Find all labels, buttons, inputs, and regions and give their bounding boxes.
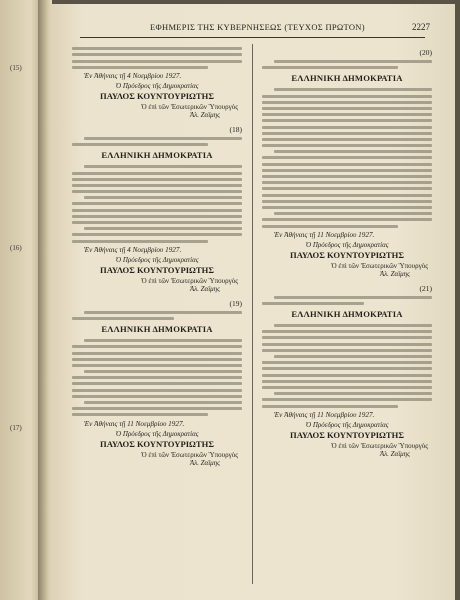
signer-title: Ὁ Πρόεδρος τῆς Δημοκρατίας [115, 429, 199, 438]
section-number: (19) [229, 298, 242, 308]
decree-date: Ἐν Ἀθήναις τῇ 11 Νοεμβρίου 1927. [84, 419, 185, 428]
gazette-title: ΕΦΗΜΕΡΙΣ ΤΗΣ ΚΥΒΕΡΝΗΣΕΩΣ (ΤΕΥΧΟΣ ΠΡΩΤΟΝ) [150, 22, 365, 32]
running-head [90, 22, 430, 36]
minister-title: Ὁ ἐπὶ τῶν Ἐσωτερικῶν Ὑπουργὸς [331, 441, 428, 450]
body-text [262, 88, 432, 227]
decree-date: Ἐν Ἀθήναις τῇ 4 Νοεμβρίου 1927. [84, 245, 182, 254]
decree-subject [262, 60, 432, 69]
body-text [72, 339, 242, 416]
signer-title: Ὁ Πρόεδρος τῆς Δημοκρατίας [305, 240, 389, 249]
decree-heading: ΕΛΛΗΝΙΚΗ ΔΗΜΟΚΡΑΤΙΑ [291, 309, 403, 320]
section-number: (20) [419, 48, 432, 57]
minister-name: Ἀλ. Ζαΐμης [379, 269, 410, 278]
header-rule [80, 37, 425, 38]
decree-date: Ἐν Ἀθήναις τῇ 11 Νοεμβρίου 1927. [274, 410, 375, 419]
section-number: (21) [419, 283, 432, 293]
minister-title: Ὁ ἐπὶ τῶν Ἐσωτερικῶν Ὑπουργὸς [331, 261, 428, 270]
signer-name: ΠΑΥΛΟΣ ΚΟΥΝΤΟΥΡΙΩΤΗΣ [290, 429, 404, 440]
margin-number: (17) [10, 424, 22, 432]
body-text [262, 324, 432, 407]
gazette-page [50, 4, 455, 600]
decree-heading: ΕΛΛΗΝΙΚΗ ΔΗΜΟΚΡΑΤΙΑ [291, 73, 403, 84]
signer-name: ΠΑΥΛΟΣ ΚΟΥΝΤΟΥΡΙΩΤΗΣ [100, 90, 214, 101]
decree-heading: ΕΛΛΗΝΙΚΗ ΔΗΜΟΚΡΑΤΙΑ [101, 150, 213, 161]
minister-title: Ὁ ἐπὶ τῶν Ἐσωτερικῶν Ὑπουργὸς [141, 102, 238, 111]
decree-subject [72, 311, 242, 320]
page-number: 2227 [412, 22, 430, 32]
minister-title: Ὁ ἐπὶ τῶν Ἐσωτερικῶν Ὑπουργὸς [141, 276, 238, 285]
left-column [72, 44, 242, 584]
signer-title: Ὁ Πρόεδρος τῆς Δημοκρατίας [115, 255, 199, 264]
column-rule [252, 44, 253, 584]
minister-name: Ἀλ. Ζαΐμης [189, 458, 220, 467]
margin-number: (15) [10, 64, 22, 72]
decree-subject [72, 137, 242, 146]
minister-title: Ὁ ἐπὶ τῶν Ἐσωτερικῶν Ὑπουργὸς [141, 450, 238, 459]
signer-name: ΠΑΥΛΟΣ ΚΟΥΝΤΟΥΡΙΩΤΗΣ [290, 249, 404, 260]
body-text [72, 165, 242, 242]
decree-subject [262, 296, 432, 305]
decree-heading: ΕΛΛΗΝΙΚΗ ΔΗΜΟΚΡΑΤΙΑ [101, 324, 213, 335]
minister-name: Ἀλ. Ζαΐμης [189, 284, 220, 293]
signer-title: Ὁ Πρόεδρος τῆς Δημοκρατίας [115, 81, 199, 90]
minister-name: Ἀλ. Ζαΐμης [379, 449, 410, 458]
minister-name: Ἀλ. Ζαΐμης [189, 110, 220, 119]
body-text [72, 47, 242, 69]
signer-title: Ὁ Πρόεδρος τῆς Δημοκρατίας [305, 420, 389, 429]
margin-number: (16) [10, 244, 22, 252]
signer-name: ΠΑΥΛΟΣ ΚΟΥΝΤΟΥΡΙΩΤΗΣ [100, 264, 214, 275]
decree-date: Ἐν Ἀθήναις τῇ 4 Νοεμβρίου 1927. [84, 71, 182, 80]
section-number: (18) [229, 124, 242, 134]
right-column [262, 44, 432, 584]
signer-name: ΠΑΥΛΟΣ ΚΟΥΝΤΟΥΡΙΩΤΗΣ [100, 438, 214, 449]
decree-date: Ἐν Ἀθήναις τῇ 11 Νοεμβρίου 1927. [274, 230, 375, 239]
